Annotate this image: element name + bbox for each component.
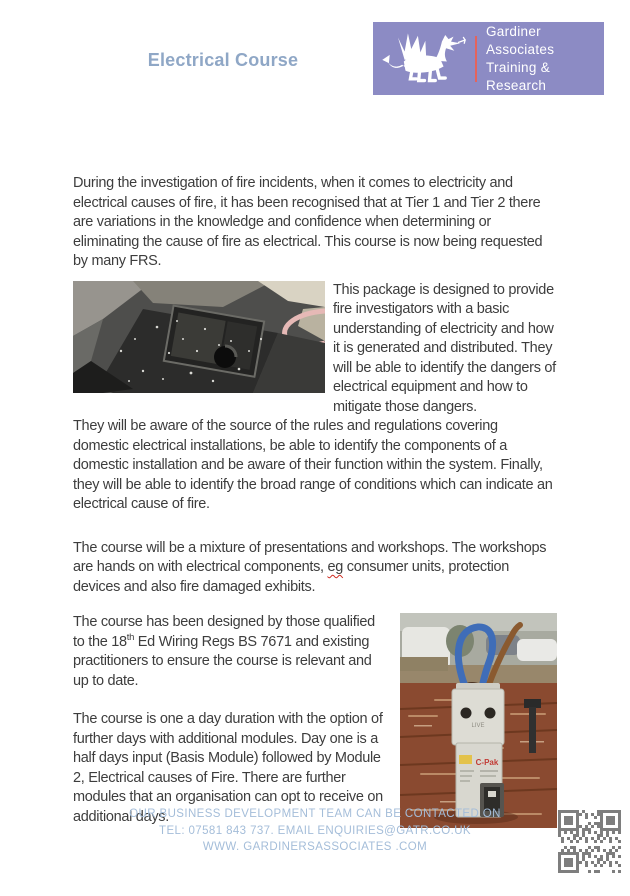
logo-company-name: Gardiner Associates [486, 23, 555, 57]
course-format-text-after: consumer units, protection devices and also fire damaged exhibits. [73, 559, 510, 595]
course-design-section [73, 613, 557, 832]
course-design-text-before: The course has been designed by those qualified to the 18 [73, 614, 375, 650]
qr-code [558, 810, 621, 873]
footer-contact-line: OUR BUSINESS DEVELOPMENT TEAM CAN BE CONTACTED ON [129, 808, 501, 820]
circuit-breaker-photo [400, 613, 557, 828]
package-section [73, 281, 557, 418]
spellcheck-flagged-word: eg [327, 559, 344, 575]
footer-tel-email-line: TEL: 07581 843 737. EMAIL ENQUIRIES@GATR.CO.UK [159, 824, 471, 837]
package-paragraph-beside-photo: This package is designed to provide fire investigators with a basic understanding of electricity and how it is generated and distributed. They will be able to identify the dangers of electrical equipment and how to mitigate those dangers. [333, 281, 556, 415]
footer [0, 806, 630, 856]
logo-tagline: Training & Research [486, 59, 551, 93]
breaker-live-label: LIVE [471, 723, 485, 729]
document-body [73, 0, 557, 832]
course-design-text-after: Ed Wiring Regs BS 7671 and existing practitioners to ensure the course is relevant and up to date. [73, 633, 372, 689]
ordinal-superscript: th [126, 631, 135, 643]
page-title: Electrical Course [147, 50, 299, 70]
breaker-brand-label: C-Pak [475, 758, 499, 767]
footer-website-line: WWW. GARDINERSASSOCIATES .COM [202, 841, 428, 853]
course-format-paragraph [73, 539, 557, 598]
course-duration-paragraph: The course is one a day duration with the option of further days with additional modules. Day one is a half days input (Basis Module) followed by Module 2, Electrical causes of Fire. There are further modules that an organisation can opt to receive on additional days. [73, 711, 383, 825]
package-paragraph-continued: They will be aware of the source of the rules and regulations covering domestic electrical installations, be able to identify the components of a domestic installation and be aware of their function within the system. Finally, they will be able to identify the broad range of conditions which can indicate an electrical cause of fire. [73, 418, 553, 512]
intro-paragraph: During the investigation of fire incidents, when it comes to electricity and electrical causes of fire, it has been recognised that at Tier 1 and Tier 2 there are variations in the knowledge and confidence when determining or eliminating the cause of fire as electrical. This course is now being requested by many FRS. [73, 175, 543, 269]
fire-damaged-equipment-photo [73, 281, 325, 393]
course-format-text-before: The course will be a mixture of presentations and workshops. The workshops are hands on with electrical components, [73, 539, 547, 575]
